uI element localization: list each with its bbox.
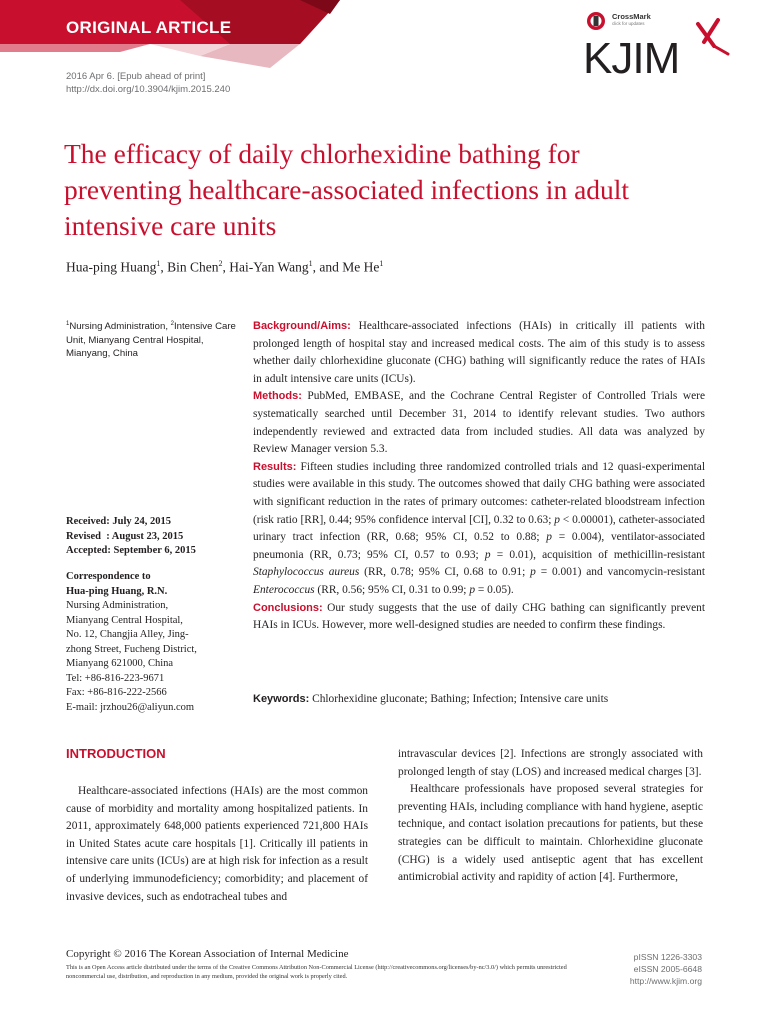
crossmark-sublabel: click for updates: [612, 21, 645, 26]
p-value-symbol: p: [530, 566, 536, 579]
author-name: Hai-Yan Wang: [229, 259, 309, 275]
doi-link[interactable]: http://dx.doi.org/10.3904/kjim.2015.240: [66, 84, 231, 95]
received-date: Received: July 24, 2015: [66, 516, 171, 527]
abstract-background-label: Background/Aims:: [253, 320, 351, 332]
keywords: [253, 693, 705, 705]
correspondence-label: Correspondence to: [66, 571, 151, 582]
crossmark-icon: [584, 10, 608, 32]
abstract: [253, 318, 705, 635]
abstract-results-text: = 0.001) and vancomycin-resistant: [535, 566, 705, 579]
author-name: Hua-ping Huang: [66, 259, 157, 275]
epub-date: 2016 Apr 6. [Epub ahead of print]: [66, 71, 206, 82]
accepted-date: Accepted: September 6, 2015: [66, 545, 196, 556]
license-text: This is an Open Access article distributed under the terms of the Creative Commons Attribution Non-Commercial License (http://creativecommons.org/licenses/by-nc/3.0/) which permits unrestricted noncommercial use, distribution, and reproduction in any medium, provided the original work is properly cited.: [66, 964, 567, 980]
abstract-results-text: = 0.05).: [475, 583, 514, 596]
revised-date: Revised : August 23, 2015: [66, 530, 184, 542]
copyright-notice: Copyright © 2016 The Korean Association of Internal Medicine: [66, 948, 349, 960]
abstract-methods-label: Methods:: [253, 390, 302, 403]
author-separator: , and: [312, 259, 343, 275]
author-name: Me He: [342, 259, 380, 275]
abstract-results-text: = 0.004), ventilator-associated pneumonia (RR, 0.73; 95% CI, 0.57 to 0.93;: [253, 531, 705, 561]
abstract-results-text: Fifteen studies including three randomized controlled trials and 12 quasi-experimental studies were available in this study. The outcomes showed that daily CHG bathing were associated with significant reduction in the rates of primary outcomes: catheter-related bloodstream infection (risk ratio [RR], 0.44; 95% confidence interval [CI], 0.32 to 0.63;: [253, 460, 705, 526]
affiliation-text: Nursing Administration,: [69, 321, 171, 333]
body-paragraph: Healthcare professionals have proposed several strategies for preventing HAIs, including compliance with hand hygiene, aseptic technique, and contact isolation precautions for patients, but these strategies can be difficult to maintain. Chlorhexidine gluconate (CHG) is a widely used antiseptic agent that has excellent antimicrobial activity and rapidity of action [4]. Furthermore,: [398, 783, 703, 884]
body-paragraph: Healthcare-associated infections (HAIs) are the most common cause of morbidity and mortality among hospitalized patients. In 2011, approximately 648,000 patients experienced 721,800 HAIs in United States acute care hospitals [1]. Critically ill patients in intensive care units (ICUs) are at high risk for infection as a result of underlying immunodeficiency; comorbidity; and placement of invasive devices, such as endotracheal tubes and: [66, 785, 368, 903]
eissn: eISSN 2005-6648: [633, 964, 702, 974]
correspondence-phone: Tel: +86-816-223-9671: [66, 672, 165, 684]
affiliation-text: Intensive Care Unit, Mianyang Central Hospital, Mianyang, China: [66, 321, 236, 360]
abstract-results-text: (RR, 0.56; 95% CI, 0.31 to 0.99;: [314, 583, 470, 596]
keywords-text: Chlorhexidine gluconate; Bathing; Infection; Intensive care units: [309, 693, 609, 705]
abstract-background-text: Healthcare-associated infections (HAIs) in critically ill patients with prolonged length of hospital stay and increased medical costs. The aim of this study is to assess whether daily chlorhexidine gluconate (CHG) bathing will significantly reduce the rates of HAIs in adult intensive care units (ICUs).: [253, 320, 705, 385]
article-dates: [66, 515, 236, 559]
affiliation-mark: 2: [170, 321, 174, 327]
correspondence-line: Nursing Administration,: [66, 600, 169, 611]
body-column-left: [66, 783, 368, 906]
journal-logo: KJIM: [583, 34, 680, 83]
author-separator: ,: [222, 259, 230, 275]
author-list: [66, 259, 383, 276]
crossmark-label: CrossMark: [612, 12, 651, 21]
p-value-symbol: p: [546, 531, 552, 544]
correspondence-line: No. 12, Changjia Alley, Jing-: [66, 629, 189, 640]
p-value-symbol: p: [469, 583, 476, 596]
author-separator: ,: [160, 259, 168, 275]
author-affiliation-mark: 1: [379, 259, 384, 268]
affiliation: [66, 318, 236, 361]
organism-name: Staphylococcus aureus: [253, 566, 360, 579]
pissn: pISSN 1226-3303: [633, 952, 702, 962]
correspondence-fax: Fax: +86-816-222-2566: [66, 687, 167, 698]
organism-name: Enterococcus: [253, 583, 315, 596]
abstract-conclusions-text: Our study suggests that the use of daily CHG bathing can significantly prevent HAIs in ICUs. However, more well-designed studies are needed to confirm these findings.: [253, 601, 705, 632]
abstract-methods-text: PubMed, EMBASE, and the Cochrane Central Register of Controlled Trials were systematically searched until December 31, 2014 to identify relevant studies. Two authors independently reviewed and extracted data from included studies. All data was analyzed by Review Manager version 5.3.: [253, 390, 705, 456]
abstract-results-text: < 0.00001), catheter-associated urinary tract infection (RR, 0.68; 95% CI, 0.52 to 0.88;: [253, 513, 705, 544]
issn-block: [610, 951, 702, 987]
correspondence: [66, 570, 241, 715]
keywords-label: Keywords:: [253, 693, 310, 705]
correspondence-email[interactable]: E-mail: jrzhou26@aliyun.com: [66, 701, 195, 713]
p-value-symbol: p: [554, 513, 560, 526]
abstract-results-label: Results:: [253, 460, 297, 473]
p-value-symbol: p: [484, 548, 491, 561]
section-heading-introduction: INTRODUCTION: [66, 746, 166, 761]
correspondence-line: Mianyang 621000, China: [66, 658, 174, 669]
logo-x-mark-icon: [684, 18, 734, 58]
affiliation-mark: 1: [66, 321, 70, 327]
author-affiliation-mark: 2: [218, 259, 223, 268]
abstract-results-text: (RR, 0.78; 95% CI, 0.68 to 0.91;: [359, 566, 531, 579]
article-type-label: ORIGINAL ARTICLE: [66, 18, 232, 37]
body-column-right: [398, 746, 703, 887]
correspondence-name: Hua-ping Huang, R.N.: [66, 585, 168, 597]
correspondence-line: zhong Street, Fucheng District,: [66, 643, 197, 655]
journal-url[interactable]: http://www.kjim.org: [629, 976, 702, 986]
body-paragraph: intravascular devices [2]. Infections are strongly associated with prolonged length of stay (LOS) and increased medical charges [3].: [398, 748, 703, 778]
article-title: The efficacy of daily chlorhexidine bathing for preventing healthcare-associated infections in adult intensive care units: [64, 138, 630, 241]
abstract-results-text: = 0.01), acquisition of methicillin-resistant: [490, 548, 705, 561]
abstract-conclusions-label: Conclusions:: [253, 601, 323, 614]
author-affiliation-mark: 1: [156, 259, 161, 268]
epub-info: [66, 70, 230, 96]
correspondence-line: Mianyang Central Hospital,: [66, 614, 183, 626]
author-name: Bin Chen: [167, 259, 219, 275]
author-affiliation-mark: 1: [308, 259, 313, 268]
